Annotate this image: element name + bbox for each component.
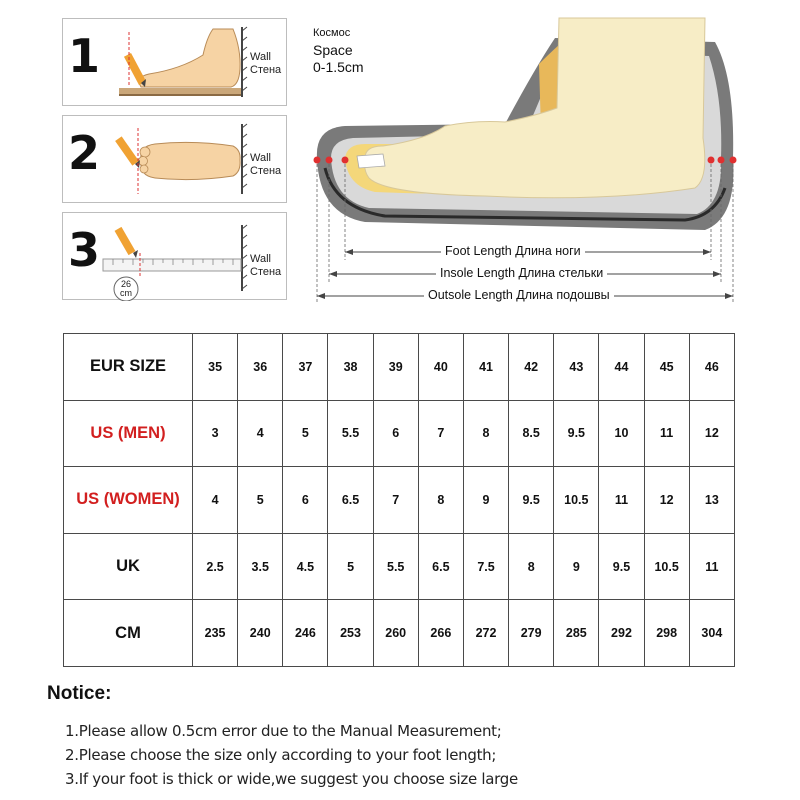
size-row	[64, 334, 735, 401]
size-cell: 40	[418, 334, 463, 401]
size-cell: 36	[238, 334, 283, 401]
wall-label: Wall Стена	[250, 152, 282, 177]
size-row-label: UK	[64, 533, 193, 600]
size-cell: 11	[689, 533, 734, 600]
size-cell: 266	[418, 600, 463, 667]
size-row	[64, 400, 735, 467]
size-cell: 298	[644, 600, 689, 667]
size-cell: 304	[689, 600, 734, 667]
size-cell: 2.5	[193, 533, 238, 600]
size-cell: 5	[283, 400, 328, 467]
size-cell: 6.5	[328, 467, 373, 534]
size-cell: 9.5	[554, 400, 599, 467]
step-2-panel	[62, 115, 287, 203]
size-cell: 12	[689, 400, 734, 467]
size-cell: 246	[283, 600, 328, 667]
size-cell: 46	[689, 334, 734, 401]
size-cell: 13	[689, 467, 734, 534]
size-cell: 6.5	[418, 533, 463, 600]
pencil-icon	[115, 136, 140, 168]
size-row	[64, 600, 735, 667]
step-number: 2	[67, 126, 100, 180]
size-cell: 4.5	[283, 533, 328, 600]
size-cell: 9.5	[509, 467, 554, 534]
size-cell: 7	[418, 400, 463, 467]
size-cell: 45	[644, 334, 689, 401]
size-cell: 235	[193, 600, 238, 667]
size-cell: 5	[328, 533, 373, 600]
size-cell: 5.5	[328, 400, 373, 467]
wall-label: Wall Стена	[250, 253, 282, 278]
size-cell: 272	[463, 600, 508, 667]
size-cell: 260	[373, 600, 418, 667]
notice-line-1: 1.Please allow 0.5cm error due to the Manual Measurement;	[65, 722, 502, 740]
size-cell: 8.5	[509, 400, 554, 467]
pencil-icon	[124, 53, 146, 87]
size-cell: 285	[554, 600, 599, 667]
size-row-label: US (MEN)	[64, 400, 193, 467]
size-cell: 6	[373, 400, 418, 467]
size-cell: 10.5	[554, 467, 599, 534]
size-cell: 6	[283, 467, 328, 534]
size-cell: 10.5	[644, 533, 689, 600]
size-cell: 43	[554, 334, 599, 401]
size-cell: 44	[599, 334, 644, 401]
size-cell: 4	[238, 400, 283, 467]
size-cell: 8	[418, 467, 463, 534]
insole-length-label: Insole Length Длина стельки	[436, 266, 607, 280]
size-cell: 3.5	[238, 533, 283, 600]
pencil-icon	[115, 227, 138, 258]
size-row-label: CM	[64, 600, 193, 667]
size-cell: 39	[373, 334, 418, 401]
step-number: 1	[67, 29, 100, 83]
size-chart-table	[63, 333, 735, 667]
size-row-label: EUR SIZE	[64, 334, 193, 401]
size-cell: 292	[599, 600, 644, 667]
size-cell: 9.5	[599, 533, 644, 600]
notice-line-3: 3.If your foot is thick or wide,we suggest you choose size large	[65, 770, 518, 788]
step-number: 3	[67, 223, 100, 277]
size-cell: 9	[463, 467, 508, 534]
size-row	[64, 467, 735, 534]
step-1-panel	[62, 18, 287, 106]
size-cell: 10	[599, 400, 644, 467]
size-cell: 7	[373, 467, 418, 534]
ruler	[103, 259, 241, 271]
size-cell: 5	[238, 467, 283, 534]
size-badge-text: 26 cm	[120, 279, 132, 298]
size-cell: 38	[328, 334, 373, 401]
size-cell: 240	[238, 600, 283, 667]
size-cell: 11	[644, 400, 689, 467]
notice-line-2: 2.Please choose the size only according to your foot length;	[65, 746, 497, 764]
size-cell: 37	[283, 334, 328, 401]
size-cell: 7.5	[463, 533, 508, 600]
size-cell: 3	[193, 400, 238, 467]
size-cell: 42	[509, 334, 554, 401]
size-cell: 35	[193, 334, 238, 401]
size-cell: 11	[599, 467, 644, 534]
notice-title: Notice:	[47, 683, 112, 704]
size-cell: 41	[463, 334, 508, 401]
size-row	[64, 533, 735, 600]
size-cell: 8	[509, 533, 554, 600]
outsole-length-label: Outsole Length Длина подошвы	[424, 288, 614, 302]
size-cell: 12	[644, 467, 689, 534]
size-cell: 5.5	[373, 533, 418, 600]
size-cell: 8	[463, 400, 508, 467]
size-cell: 4	[193, 467, 238, 534]
wall-label: Wall Стена	[250, 51, 282, 76]
foot-length-label: Foot Length Длина ноги	[441, 244, 585, 258]
space-label: Космос Space 0-1.5cm	[313, 27, 364, 75]
size-cell: 279	[509, 600, 554, 667]
size-row-label: US (WOMEN)	[64, 467, 193, 534]
size-cell: 9	[554, 533, 599, 600]
step-3-panel	[62, 212, 287, 300]
size-cell: 253	[328, 600, 373, 667]
